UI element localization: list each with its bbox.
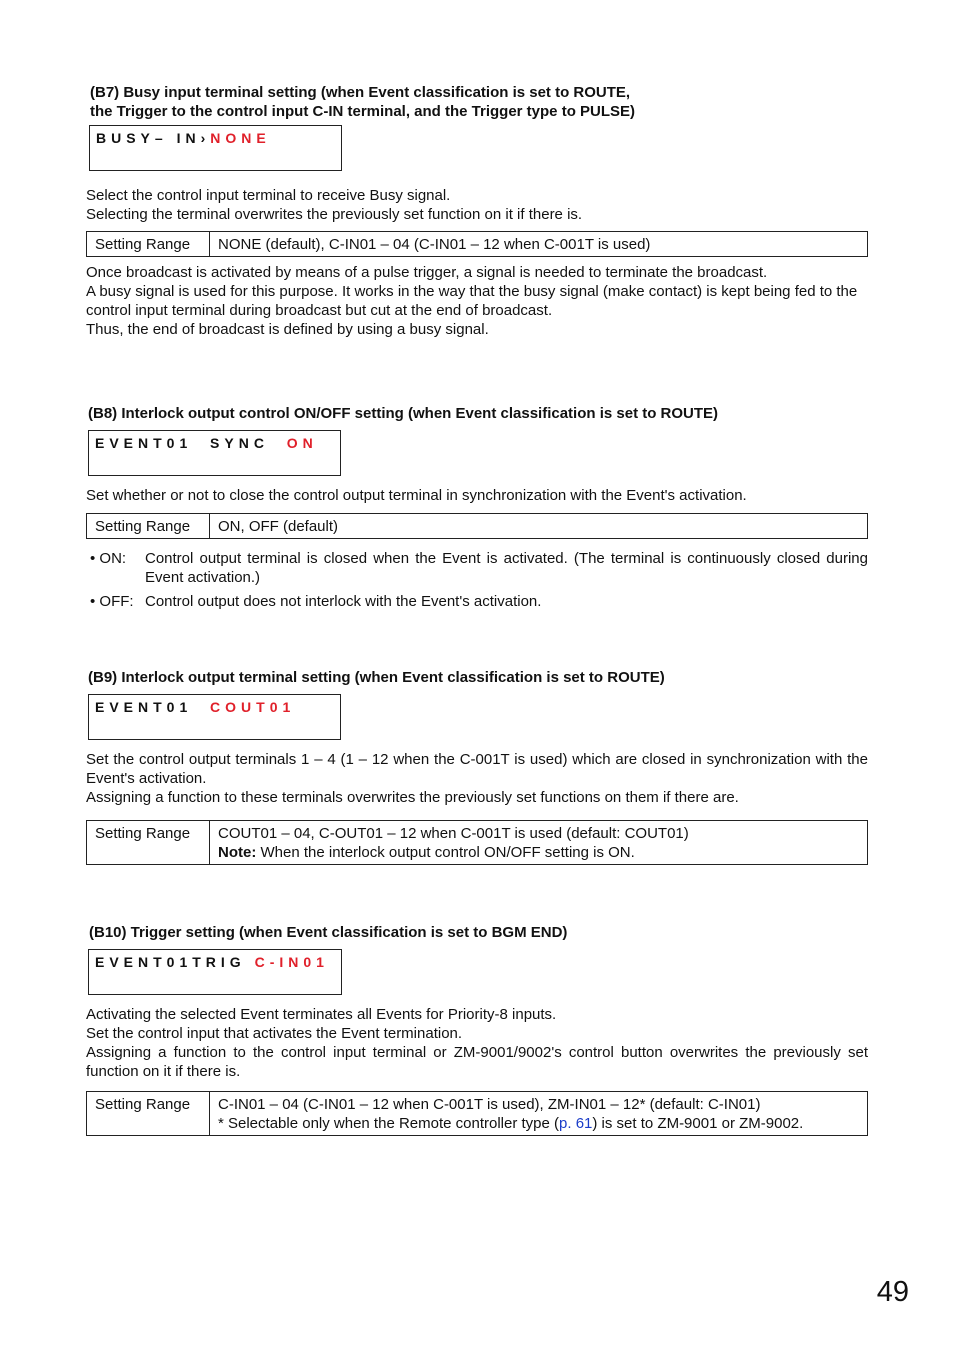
b9-description	[86, 750, 868, 807]
note-text: When the interlock output control ON/OFF setting is ON.	[256, 844, 635, 861]
b8-lcd-display	[88, 430, 341, 476]
b10-lcd-display	[88, 949, 342, 995]
b10-heading: (B10) Trigger setting (when Event classification is set to BGM END)	[89, 924, 568, 941]
b8-heading: (B8) Interlock output control ON/OFF setting (when Event classification is set to ROUTE)	[88, 405, 719, 422]
setting-range-label: Setting Range	[87, 514, 210, 539]
b7-lcd-display	[89, 125, 342, 171]
b7-note-line3: Thus, the end of broadcast is defined by using a busy signal.	[86, 321, 489, 338]
b10-setting-range-table	[86, 1091, 868, 1136]
range-value-line: C-IN01 – 04 (C-IN01 – 12 when C-001T is used), ZM-IN01 – 12* (default: C-IN01)	[218, 1096, 761, 1113]
b9-setting-range-table	[86, 820, 868, 865]
b7-setting-range-table	[86, 231, 868, 257]
bullet-text: Control output terminal is closed when the Event is activated. (The terminal is continuously closed during Event activation.)	[145, 550, 868, 586]
b7-heading	[90, 83, 635, 121]
note-prefix: * Selectable only when the Remote controller type (	[218, 1115, 560, 1132]
b7-note-line2: A busy signal is used for this purpose. It works in the way that the busy signal (make contact) is kept being fed to the control input terminal during broadcast but cut at the end of broadcast.	[86, 283, 858, 319]
arrow-right-icon: ›	[200, 130, 211, 146]
b7-description	[86, 186, 868, 224]
range-value-line: COUT01 – 04, C-OUT01 – 12 when C-001T is used (default: COUT01)	[218, 825, 689, 842]
b9-desc-line2: Assigning a function to these terminals overwrites the previously set functions on them if there are.	[86, 789, 739, 806]
lcd-label: BUSY– IN	[96, 130, 201, 146]
page-number: 49	[876, 1276, 909, 1308]
lcd-value: C-IN01	[254, 954, 329, 970]
note-suffix: ) is set to ZM-9001 or ZM-9002.	[592, 1115, 804, 1132]
setting-range-value: NONE (default), C-IN01 – 04 (C-IN01 – 12 when C-001T is used)	[210, 232, 868, 257]
b8-setting-range-table	[86, 513, 868, 539]
b7-note-line1: Once broadcast is activated by means of a pulse trigger, a signal is needed to terminate the broadcast.	[86, 264, 768, 281]
b7-notes	[86, 263, 868, 339]
bullet-label: • OFF:	[90, 593, 134, 610]
bullet-text: Control output does not interlock with the Event's activation.	[145, 593, 542, 610]
b10-desc-line2: Set the control input that activates the Event termination.	[86, 1025, 463, 1042]
b10-desc-line3: Assigning a function to the control input terminal or ZM-9001/9002's control button overwrites the previously set function on it if there is.	[86, 1044, 868, 1080]
bullet-label: • ON:	[90, 550, 127, 567]
b9-lcd-display	[88, 694, 341, 740]
b8-description: Set whether or not to close the control output terminal in synchronization with the Event's activation.	[86, 487, 747, 504]
setting-range-label: Setting Range	[87, 232, 210, 257]
setting-range-value	[210, 1092, 868, 1136]
b9-heading: (B9) Interlock output terminal setting (when Event classification is set to ROUTE)	[88, 669, 665, 686]
lcd-value: NONE	[210, 130, 271, 146]
b7-heading-line1: (B7) Busy input terminal setting (when Event classification is set to ROUTE,	[90, 84, 631, 101]
setting-range-value: ON, OFF (default)	[210, 514, 868, 539]
b10-desc-line1: Activating the selected Event terminates all Events for Priority-8 inputs.	[86, 1006, 557, 1023]
lcd-label: EVENT01 SYNC	[95, 435, 287, 451]
lcd-label: EVENT01	[95, 699, 211, 715]
range-note	[218, 843, 859, 862]
b7-heading-line2: the Trigger to the control input C-IN terminal, and the Trigger type to PULSE)	[90, 103, 636, 120]
lcd-value: COUT01	[210, 699, 296, 715]
b9-desc-line1: Set the control output terminals 1 – 4 (1 – 12 when the C-001T is used) which are closed in synchronization with the Event's activation.	[86, 751, 868, 787]
b10-description	[86, 1005, 868, 1081]
b7-desc-line2: Selecting the terminal overwrites the previously set function on it if there is.	[86, 206, 583, 223]
page-reference-link[interactable]: p. 61	[559, 1115, 593, 1132]
b7-desc-line1: Select the control input terminal to receive Busy signal.	[86, 187, 451, 204]
lcd-value: ON	[286, 435, 318, 451]
range-note	[218, 1114, 859, 1133]
setting-range-label: Setting Range	[87, 821, 210, 865]
setting-range-value	[210, 821, 868, 865]
setting-range-label: Setting Range	[87, 1092, 210, 1136]
note-label: Note:	[218, 844, 257, 861]
lcd-label: EVENT01TRIG	[95, 954, 255, 970]
